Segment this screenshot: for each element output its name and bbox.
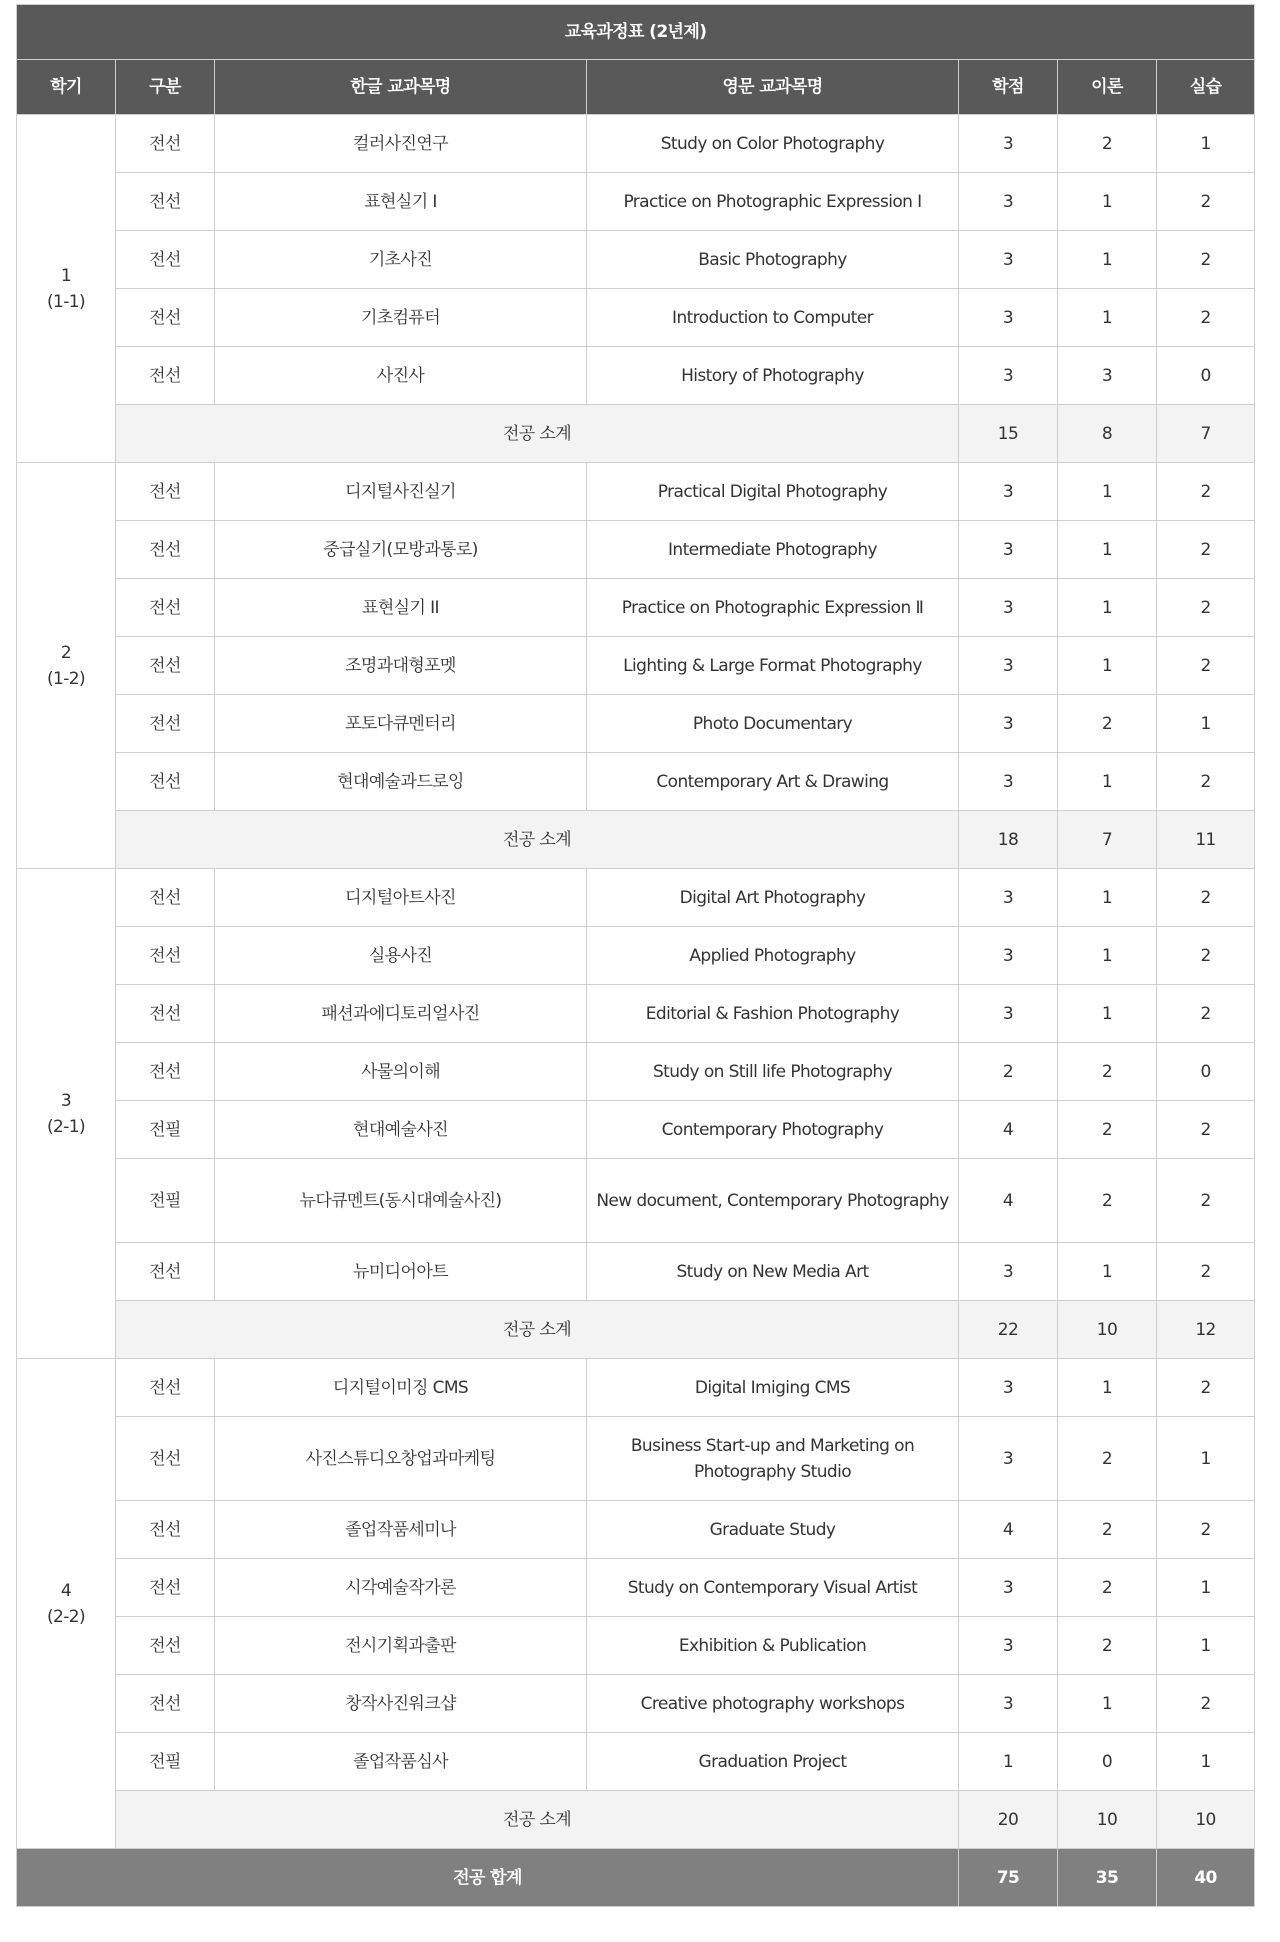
course-english-name: Study on New Media Art bbox=[587, 1243, 959, 1301]
subtotal-row bbox=[17, 1791, 1255, 1849]
course-category: 전선 bbox=[116, 1501, 215, 1559]
course-credits: 4 bbox=[959, 1501, 1058, 1559]
course-category: 전필 bbox=[116, 1159, 215, 1243]
course-english-name: Practice on Photographic Expression Ⅱ bbox=[587, 579, 959, 637]
total-credits: 75 bbox=[959, 1849, 1058, 1907]
table-row bbox=[17, 1159, 1255, 1243]
course-theory: 0 bbox=[1058, 1733, 1157, 1791]
course-practice: 2 bbox=[1157, 1101, 1255, 1159]
course-credits: 3 bbox=[959, 173, 1058, 231]
course-korean-name: 패션과에디토리얼사진 bbox=[215, 985, 587, 1043]
course-practice: 2 bbox=[1157, 231, 1255, 289]
course-theory: 2 bbox=[1058, 1043, 1157, 1101]
semester-cell bbox=[17, 115, 116, 463]
subtotal-theory: 10 bbox=[1058, 1301, 1157, 1359]
header-english-name: 영문 교과목명 bbox=[587, 60, 959, 115]
semester-number: 4 bbox=[60, 1580, 72, 1601]
course-theory: 1 bbox=[1058, 1675, 1157, 1733]
course-theory: 1 bbox=[1058, 637, 1157, 695]
course-category: 전선 bbox=[116, 1617, 215, 1675]
course-english-name: Digital Art Photography bbox=[587, 869, 959, 927]
course-category: 전선 bbox=[116, 115, 215, 173]
course-english-name: Practical Digital Photography bbox=[587, 463, 959, 521]
course-category: 전선 bbox=[116, 289, 215, 347]
semester-cell bbox=[17, 463, 116, 869]
course-practice: 2 bbox=[1157, 637, 1255, 695]
course-category: 전선 bbox=[116, 463, 215, 521]
course-credits: 3 bbox=[959, 753, 1058, 811]
course-credits: 3 bbox=[959, 637, 1058, 695]
course-theory: 1 bbox=[1058, 289, 1157, 347]
course-theory: 1 bbox=[1058, 1243, 1157, 1301]
course-english-name: Contemporary Photography bbox=[587, 1101, 959, 1159]
course-credits: 3 bbox=[959, 1617, 1058, 1675]
course-category: 전선 bbox=[116, 579, 215, 637]
course-theory: 2 bbox=[1058, 1159, 1157, 1243]
course-credits: 4 bbox=[959, 1159, 1058, 1243]
course-credits: 2 bbox=[959, 1043, 1058, 1101]
curriculum-table bbox=[16, 4, 1255, 1907]
semester-code: (2-1) bbox=[46, 1116, 86, 1137]
table-row bbox=[17, 1559, 1255, 1617]
semester-number: 1 bbox=[60, 265, 72, 286]
course-practice: 2 bbox=[1157, 869, 1255, 927]
course-theory: 1 bbox=[1058, 869, 1157, 927]
course-theory: 1 bbox=[1058, 1359, 1157, 1417]
course-english-name: Editorial & Fashion Photography bbox=[587, 985, 959, 1043]
subtotal-label: 전공 소계 bbox=[116, 811, 959, 869]
table-row bbox=[17, 637, 1255, 695]
course-theory: 1 bbox=[1058, 927, 1157, 985]
semester-cell bbox=[17, 869, 116, 1359]
course-korean-name: 사진사 bbox=[215, 347, 587, 405]
course-practice: 0 bbox=[1157, 347, 1255, 405]
course-english-name: History of Photography bbox=[587, 347, 959, 405]
course-theory: 2 bbox=[1058, 1101, 1157, 1159]
course-english-name: Digital Imiging CMS bbox=[587, 1359, 959, 1417]
course-korean-name: 포토다큐멘터리 bbox=[215, 695, 587, 753]
course-category: 전선 bbox=[116, 1359, 215, 1417]
course-practice: 2 bbox=[1157, 1159, 1255, 1243]
course-theory: 1 bbox=[1058, 173, 1157, 231]
course-practice: 2 bbox=[1157, 985, 1255, 1043]
total-theory: 35 bbox=[1058, 1849, 1157, 1907]
course-category: 전선 bbox=[116, 1043, 215, 1101]
course-korean-name: 디지털이미징 CMS bbox=[215, 1359, 587, 1417]
subtotal-label: 전공 소계 bbox=[116, 1301, 959, 1359]
course-practice: 2 bbox=[1157, 1675, 1255, 1733]
table-row bbox=[17, 1675, 1255, 1733]
header-korean-name: 한글 교과목명 bbox=[215, 60, 587, 115]
course-theory: 1 bbox=[1058, 231, 1157, 289]
course-english-name: Study on Contemporary Visual Artist bbox=[587, 1559, 959, 1617]
course-category: 전선 bbox=[116, 1417, 215, 1501]
course-english-name: Graduation Project bbox=[587, 1733, 959, 1791]
course-credits: 3 bbox=[959, 347, 1058, 405]
header-category: 구분 bbox=[116, 60, 215, 115]
course-credits: 3 bbox=[959, 579, 1058, 637]
header-row bbox=[17, 60, 1255, 115]
course-theory: 1 bbox=[1058, 579, 1157, 637]
course-practice: 2 bbox=[1157, 927, 1255, 985]
table-caption: 교육과정표 (2년제) bbox=[17, 5, 1255, 60]
semester-number: 2 bbox=[60, 642, 72, 663]
header-credits: 학점 bbox=[959, 60, 1058, 115]
table-row bbox=[17, 289, 1255, 347]
course-english-name: Creative photography workshops bbox=[587, 1675, 959, 1733]
course-korean-name: 현대예술사진 bbox=[215, 1101, 587, 1159]
course-theory: 2 bbox=[1058, 115, 1157, 173]
subtotal-theory: 10 bbox=[1058, 1791, 1157, 1849]
course-korean-name: 시각예술작가론 bbox=[215, 1559, 587, 1617]
course-korean-name: 전시기획과출판 bbox=[215, 1617, 587, 1675]
semester-code: (1-2) bbox=[46, 668, 86, 689]
course-practice: 1 bbox=[1157, 1733, 1255, 1791]
course-theory: 1 bbox=[1058, 463, 1157, 521]
course-theory: 2 bbox=[1058, 1501, 1157, 1559]
table-row bbox=[17, 231, 1255, 289]
table-row bbox=[17, 753, 1255, 811]
header-semester: 학기 bbox=[17, 60, 116, 115]
course-category: 전선 bbox=[116, 869, 215, 927]
course-korean-name: 중급실기(모방과통로) bbox=[215, 521, 587, 579]
course-korean-name: 기초컴퓨터 bbox=[215, 289, 587, 347]
course-category: 전선 bbox=[116, 695, 215, 753]
course-practice: 2 bbox=[1157, 289, 1255, 347]
course-practice: 2 bbox=[1157, 1359, 1255, 1417]
course-practice: 0 bbox=[1157, 1043, 1255, 1101]
course-english-name: Contemporary Art & Drawing bbox=[587, 753, 959, 811]
course-category: 전선 bbox=[116, 637, 215, 695]
table-row bbox=[17, 1101, 1255, 1159]
table-row bbox=[17, 1501, 1255, 1559]
total-practice: 40 bbox=[1157, 1849, 1255, 1907]
course-theory: 2 bbox=[1058, 1559, 1157, 1617]
subtotal-row bbox=[17, 1301, 1255, 1359]
table-row bbox=[17, 695, 1255, 753]
course-korean-name: 기초사진 bbox=[215, 231, 587, 289]
course-practice: 1 bbox=[1157, 115, 1255, 173]
course-theory: 1 bbox=[1058, 753, 1157, 811]
subtotal-label: 전공 소계 bbox=[116, 405, 959, 463]
course-korean-name: 표현실기 II bbox=[215, 579, 587, 637]
course-category: 전선 bbox=[116, 1243, 215, 1301]
course-english-name: Business Start-up and Marketing on Photography Studio bbox=[587, 1417, 959, 1501]
table-row bbox=[17, 927, 1255, 985]
table-row bbox=[17, 463, 1255, 521]
course-theory: 2 bbox=[1058, 1417, 1157, 1501]
course-korean-name: 사진스튜디오창업과마케팅 bbox=[215, 1417, 587, 1501]
course-korean-name: 사물의이해 bbox=[215, 1043, 587, 1101]
course-credits: 3 bbox=[959, 869, 1058, 927]
table-row bbox=[17, 1617, 1255, 1675]
semester-code: (1-1) bbox=[46, 291, 86, 312]
course-credits: 3 bbox=[959, 521, 1058, 579]
course-category: 전필 bbox=[116, 1733, 215, 1791]
semester-cell bbox=[17, 1359, 116, 1849]
course-credits: 3 bbox=[959, 289, 1058, 347]
course-english-name: New document, Contemporary Photography bbox=[587, 1159, 959, 1243]
course-credits: 3 bbox=[959, 463, 1058, 521]
course-korean-name: 현대예술과드로잉 bbox=[215, 753, 587, 811]
table-row bbox=[17, 869, 1255, 927]
course-category: 전선 bbox=[116, 1559, 215, 1617]
subtotal-practice: 11 bbox=[1157, 811, 1255, 869]
table-row bbox=[17, 1243, 1255, 1301]
course-theory: 2 bbox=[1058, 695, 1157, 753]
course-credits: 3 bbox=[959, 695, 1058, 753]
course-category: 전선 bbox=[116, 173, 215, 231]
course-korean-name: 컬러사진연구 bbox=[215, 115, 587, 173]
course-korean-name: 실용사진 bbox=[215, 927, 587, 985]
subtotal-theory: 8 bbox=[1058, 405, 1157, 463]
semester-code: (2-2) bbox=[46, 1606, 86, 1627]
course-korean-name: 졸업작품세미나 bbox=[215, 1501, 587, 1559]
course-english-name: Applied Photography bbox=[587, 927, 959, 985]
table-row bbox=[17, 173, 1255, 231]
course-credits: 3 bbox=[959, 1559, 1058, 1617]
table-row bbox=[17, 115, 1255, 173]
course-korean-name: 뉴다큐멘트(동시대예술사진) bbox=[215, 1159, 587, 1243]
course-practice: 2 bbox=[1157, 579, 1255, 637]
caption-row bbox=[17, 5, 1255, 60]
course-credits: 3 bbox=[959, 927, 1058, 985]
course-korean-name: 뉴미디어아트 bbox=[215, 1243, 587, 1301]
course-english-name: Study on Still life Photography bbox=[587, 1043, 959, 1101]
course-korean-name: 디지털사진실기 bbox=[215, 463, 587, 521]
table-body bbox=[17, 115, 1255, 1907]
course-korean-name: 창작사진워크샵 bbox=[215, 1675, 587, 1733]
course-english-name: Intermediate Photography bbox=[587, 521, 959, 579]
course-practice: 1 bbox=[1157, 1417, 1255, 1501]
course-practice: 2 bbox=[1157, 1501, 1255, 1559]
course-category: 전필 bbox=[116, 1101, 215, 1159]
course-english-name: Lighting & Large Format Photography bbox=[587, 637, 959, 695]
course-korean-name: 졸업작품심사 bbox=[215, 1733, 587, 1791]
subtotal-credits: 15 bbox=[959, 405, 1058, 463]
total-label: 전공 합계 bbox=[17, 1849, 959, 1907]
subtotal-theory: 7 bbox=[1058, 811, 1157, 869]
course-credits: 3 bbox=[959, 1243, 1058, 1301]
course-credits: 1 bbox=[959, 1733, 1058, 1791]
subtotal-row bbox=[17, 405, 1255, 463]
course-english-name: Exhibition & Publication bbox=[587, 1617, 959, 1675]
course-category: 전선 bbox=[116, 985, 215, 1043]
subtotal-label: 전공 소계 bbox=[116, 1791, 959, 1849]
subtotal-practice: 12 bbox=[1157, 1301, 1255, 1359]
course-theory: 1 bbox=[1058, 521, 1157, 579]
course-practice: 2 bbox=[1157, 463, 1255, 521]
course-category: 전선 bbox=[116, 927, 215, 985]
course-category: 전선 bbox=[116, 231, 215, 289]
subtotal-credits: 20 bbox=[959, 1791, 1058, 1849]
subtotal-row bbox=[17, 811, 1255, 869]
course-practice: 2 bbox=[1157, 1243, 1255, 1301]
course-korean-name: 조명과대형포멧 bbox=[215, 637, 587, 695]
course-english-name: Study on Color Photography bbox=[587, 115, 959, 173]
course-credits: 3 bbox=[959, 231, 1058, 289]
header-theory: 이론 bbox=[1058, 60, 1157, 115]
course-practice: 1 bbox=[1157, 1617, 1255, 1675]
course-korean-name: 디지털아트사진 bbox=[215, 869, 587, 927]
course-korean-name: 표현실기 I bbox=[215, 173, 587, 231]
course-category: 전선 bbox=[116, 753, 215, 811]
course-credits: 3 bbox=[959, 1417, 1058, 1501]
course-english-name: Practice on Photographic Expression Ⅰ bbox=[587, 173, 959, 231]
table-row bbox=[17, 985, 1255, 1043]
course-theory: 1 bbox=[1058, 985, 1157, 1043]
course-practice: 2 bbox=[1157, 521, 1255, 579]
table-row bbox=[17, 347, 1255, 405]
table-row bbox=[17, 1043, 1255, 1101]
table-row bbox=[17, 1359, 1255, 1417]
subtotal-credits: 18 bbox=[959, 811, 1058, 869]
course-practice: 1 bbox=[1157, 1559, 1255, 1617]
course-english-name: Introduction to Computer bbox=[587, 289, 959, 347]
course-credits: 3 bbox=[959, 115, 1058, 173]
subtotal-credits: 22 bbox=[959, 1301, 1058, 1359]
course-english-name: Photo Documentary bbox=[587, 695, 959, 753]
course-credits: 4 bbox=[959, 1101, 1058, 1159]
course-credits: 3 bbox=[959, 1675, 1058, 1733]
total-row bbox=[17, 1849, 1255, 1907]
course-theory: 2 bbox=[1058, 1617, 1157, 1675]
course-category: 전선 bbox=[116, 521, 215, 579]
course-category: 전선 bbox=[116, 347, 215, 405]
table-row bbox=[17, 579, 1255, 637]
subtotal-practice: 7 bbox=[1157, 405, 1255, 463]
course-english-name: Graduate Study bbox=[587, 1501, 959, 1559]
course-theory: 3 bbox=[1058, 347, 1157, 405]
semester-number: 3 bbox=[60, 1090, 72, 1111]
course-english-name: Basic Photography bbox=[587, 231, 959, 289]
course-credits: 3 bbox=[959, 985, 1058, 1043]
course-category: 전선 bbox=[116, 1675, 215, 1733]
table-row bbox=[17, 1733, 1255, 1791]
table-row bbox=[17, 1417, 1255, 1501]
course-practice: 1 bbox=[1157, 695, 1255, 753]
course-credits: 3 bbox=[959, 1359, 1058, 1417]
table-row bbox=[17, 521, 1255, 579]
header-practice: 실습 bbox=[1157, 60, 1255, 115]
course-practice: 2 bbox=[1157, 753, 1255, 811]
course-practice: 2 bbox=[1157, 173, 1255, 231]
subtotal-practice: 10 bbox=[1157, 1791, 1255, 1849]
